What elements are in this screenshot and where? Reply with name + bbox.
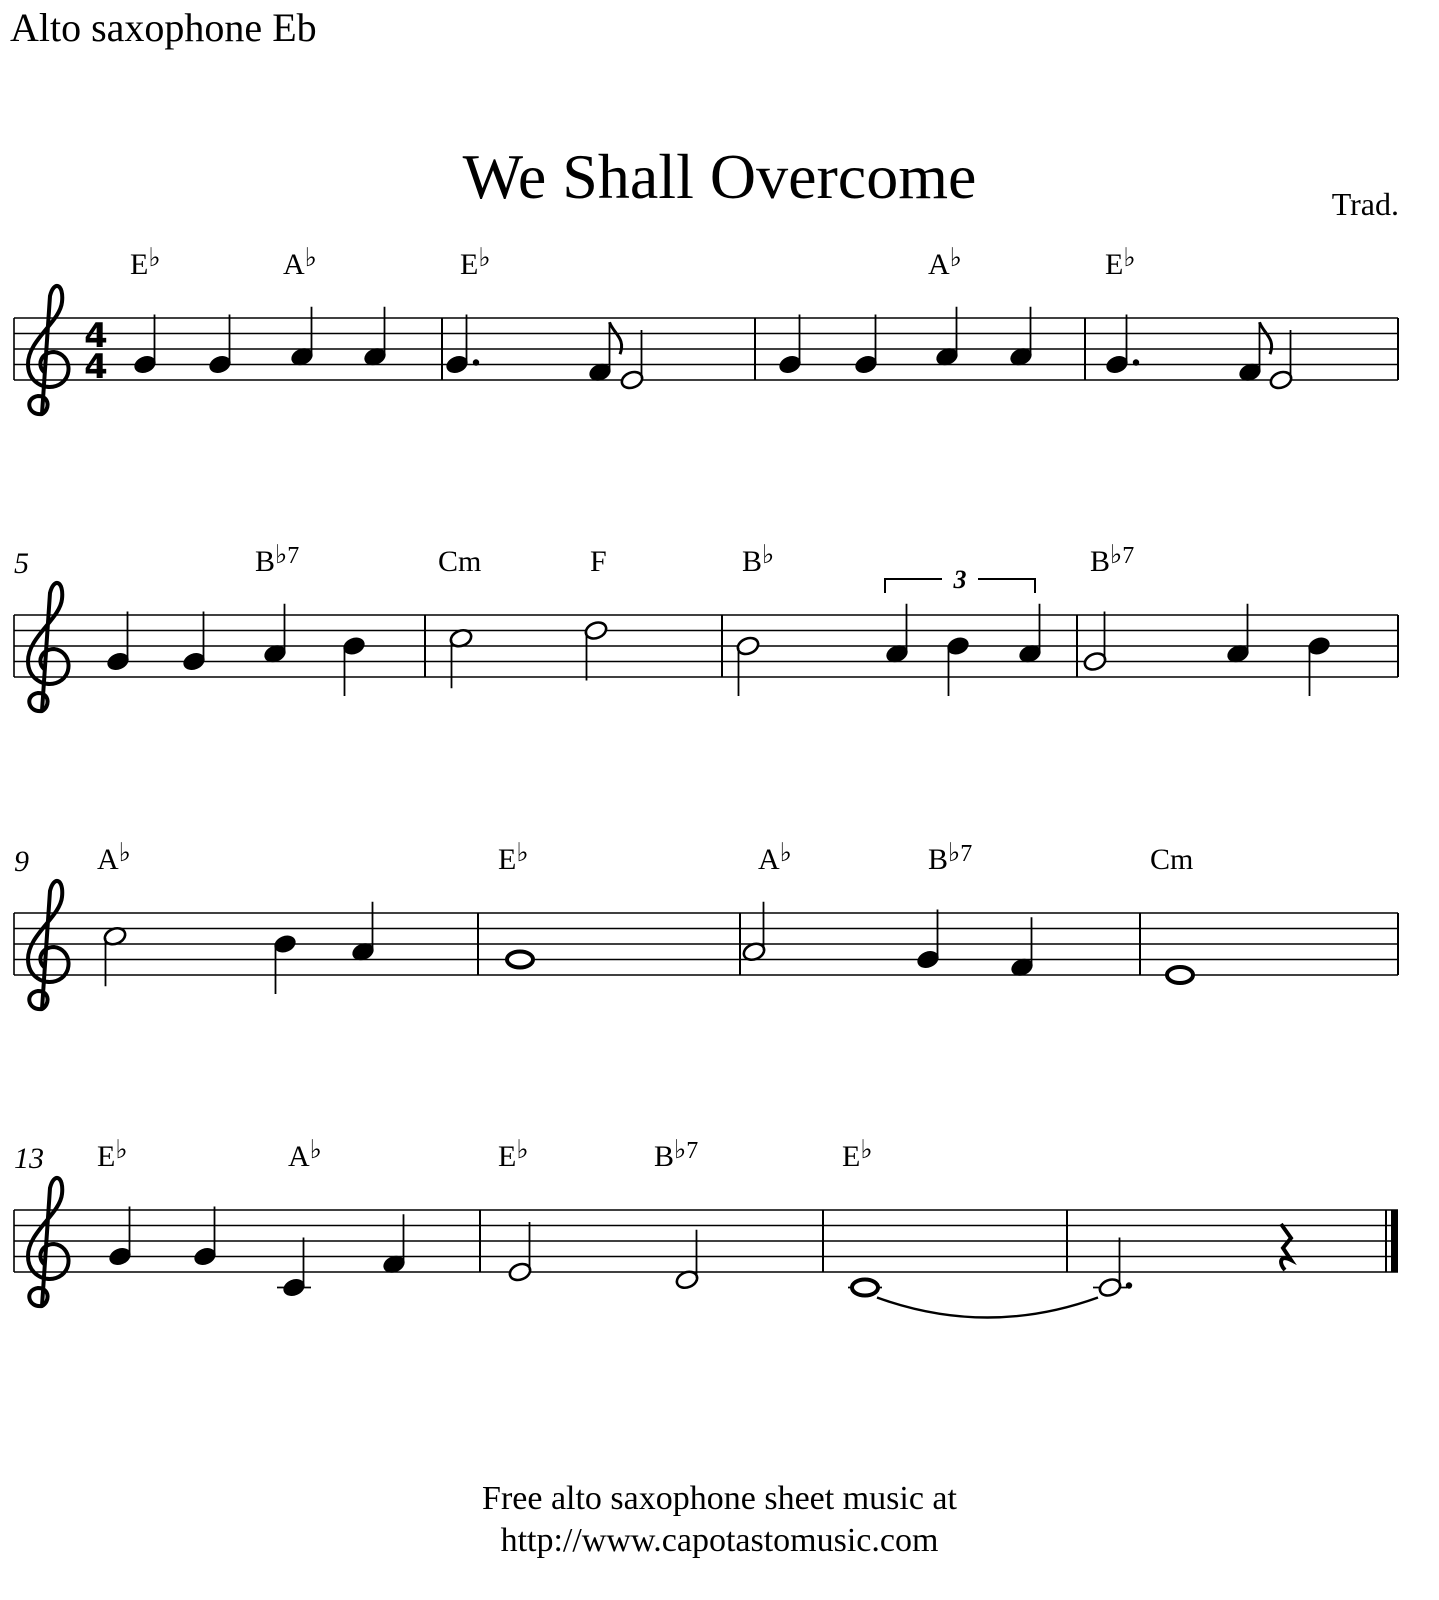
instrument-label: Alto saxophone Eb	[10, 5, 317, 50]
time-signature-top: 4	[84, 316, 108, 356]
measure-number: 13	[14, 1142, 44, 1175]
staff-system	[14, 1135, 1398, 1318]
footer-line-1: Free alto saxophone sheet music at	[482, 1480, 957, 1517]
chord-symbol: E♭	[1105, 243, 1136, 281]
final-barline-thick	[1391, 1210, 1398, 1272]
chord-symbol: B♭7	[928, 838, 973, 876]
measure-number: 5	[14, 547, 29, 580]
whole-note-head	[507, 952, 533, 968]
chord-symbol: A♭	[928, 243, 962, 281]
footer-url: http://www.capotastomusic.com	[500, 1522, 939, 1559]
chord-symbol: F	[590, 545, 607, 578]
time-signature-bottom: 4	[84, 347, 108, 387]
chord-symbol: A♭	[758, 838, 792, 876]
chord-symbol: E♭	[498, 838, 529, 876]
whole-note-head	[852, 1280, 878, 1296]
page-title: We Shall Overcome	[462, 141, 977, 212]
chord-symbol: B♭7	[1090, 540, 1135, 578]
treble-clef-icon	[28, 1178, 69, 1306]
augmentation-dot	[473, 359, 479, 365]
treble-clef-icon	[28, 881, 69, 1009]
staff-system	[14, 540, 1398, 711]
tie	[877, 1298, 1098, 1318]
chord-symbol: E♭	[97, 1135, 128, 1173]
chord-symbol: E♭	[130, 243, 161, 281]
chord-symbol: A♭	[288, 1135, 322, 1173]
triplet-number: 3	[953, 565, 967, 594]
chord-symbol: E♭	[460, 243, 491, 281]
chord-symbol: Cm	[438, 545, 482, 578]
augmentation-dot	[1133, 359, 1139, 365]
footer	[0, 1478, 1439, 1562]
chord-symbol: Cm	[1150, 843, 1194, 876]
chord-symbol: B♭	[742, 540, 775, 578]
chord-symbol: E♭	[498, 1135, 529, 1173]
composer-credit: Trad.	[1331, 186, 1399, 222]
treble-clef-icon	[28, 583, 69, 711]
measure-number: 9	[14, 845, 29, 878]
staff-system	[14, 243, 1398, 414]
treble-clef-icon	[28, 286, 69, 414]
chord-symbol: B♭7	[255, 540, 300, 578]
chord-symbol: E♭	[842, 1135, 873, 1173]
quarter-rest-icon	[1281, 1224, 1291, 1270]
chord-symbol: A♭	[97, 838, 131, 876]
chord-symbol: A♭	[283, 243, 317, 281]
staff-system	[14, 838, 1398, 1009]
augmentation-dot	[1126, 1282, 1132, 1288]
whole-note-head	[1167, 967, 1193, 983]
chord-symbol: B♭7	[654, 1135, 699, 1173]
